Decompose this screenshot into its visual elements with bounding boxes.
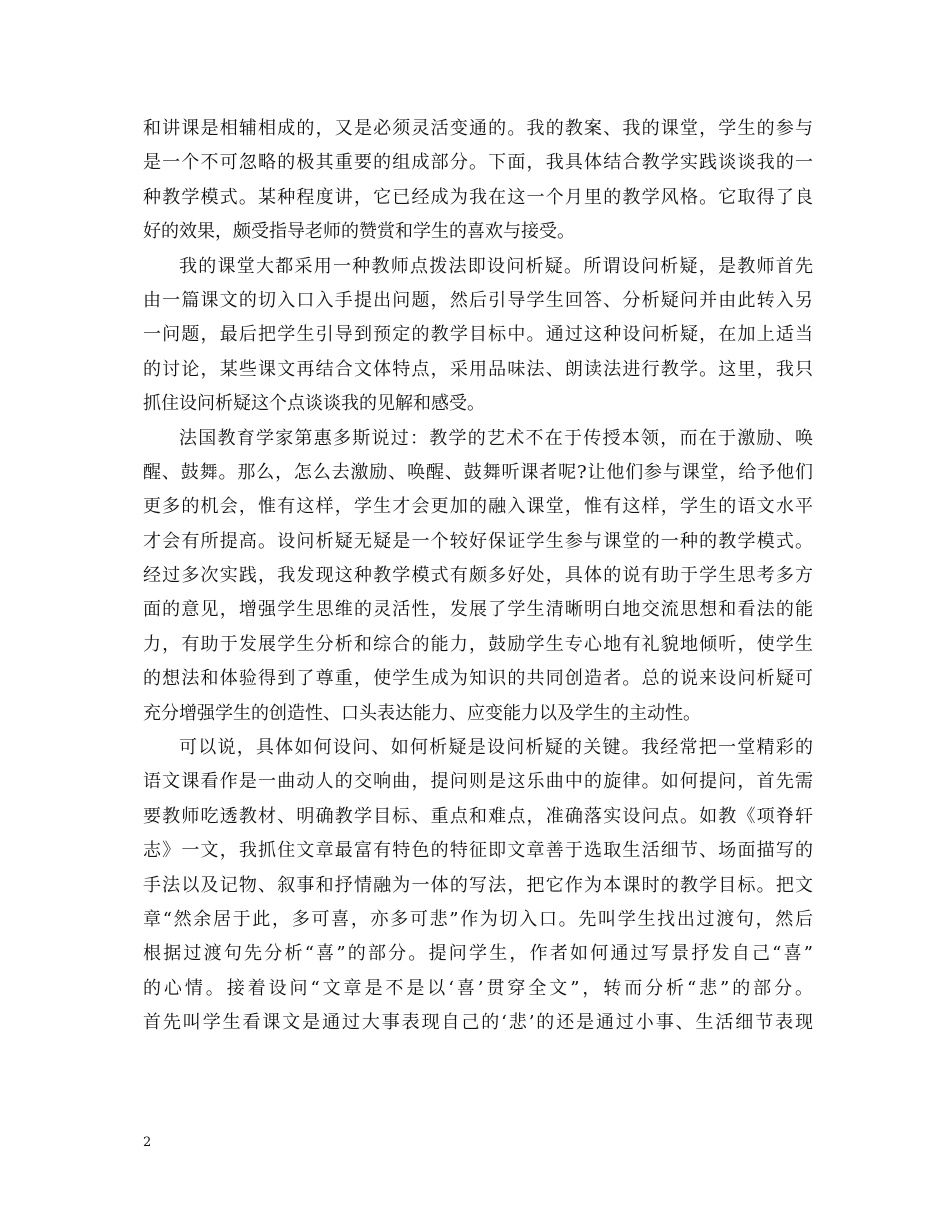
text-line: 充分增强学生的创造性、口头表达能力、应变能力以及学生的主动性。: [143, 702, 701, 724]
text-line: 抓住设问析疑这个点谈谈我的见解和感受。: [143, 393, 485, 415]
text-line: 首先叫学生看课文是通过大事表现自己的‘悲’的还是通过小事、生活细节表现: [143, 1012, 813, 1034]
text-line: 志》一文，我抓住文章最富有特色的特征即文章善于选取生活细节、场面描写的: [143, 840, 813, 862]
text-line: 章“然余居于此，多可喜，亦多可悲”作为切入口。先叫学生找出过渡句，然后: [143, 908, 813, 930]
text-line: 由一篇课文的切入口入手提出问题，然后引导学生回答、分析疑问并由此转入另: [143, 289, 813, 311]
text-line: 语文课看作是一曲动人的交响曲，提问则是这乐曲中的旋律。如何提问，首先需: [143, 771, 813, 793]
text-line: 是一个不可忽略的极其重要的组成部分。下面，我具体结合教学实践谈谈我的一: [143, 152, 813, 174]
text-line: 的心情。接着设问“文章是不是以‘喜’贯穿全文”，转而分析“悲”的部分。: [143, 977, 813, 999]
paragraph-first-line: 可以说，具体如何设问、如何析疑是设问析疑的关键。我经常把一堂精彩的: [179, 737, 813, 759]
text-line: 根据过渡句先分析“喜”的部分。提问学生，作者如何通过写景抒发自己“喜”: [143, 943, 813, 965]
page-number: 2: [143, 1135, 152, 1150]
text-line: 才会有所提高。设问析疑无疑是一个较好保证学生参与课堂的一种的教学模式。: [143, 530, 813, 552]
text-line: 面的意见，增强学生思维的灵活性，发展了学生清晰明白地交流思想和看法的能: [143, 599, 813, 621]
text-line: 要教师吃透教材、明确教学目标、重点和难点，准确落实设问点。如教《项脊轩: [143, 805, 813, 827]
text-line: 力，有助于发展学生分析和综合的能力，鼓励学生专心地有礼貌地倾听，使学生: [143, 633, 813, 655]
paragraph-first-line: 法国教育学家第惠多斯说过：教学的艺术不在于传授本领，而在于激励、唤: [179, 427, 813, 449]
body-text: [143, 112, 813, 1041]
text-line: 的想法和体验得到了尊重，使学生成为知识的共同创造者。总的说来设问析疑可: [143, 668, 813, 690]
text-line: 更多的机会，惟有这样，学生才会更加的融入课堂，惟有这样，学生的语文水平: [143, 496, 813, 518]
paragraph-first-line: 我的课堂大都采用一种教师点拨法即设问析疑。所谓设问析疑，是教师首先: [179, 255, 813, 277]
text-line: 的讨论，某些课文再结合文体特点，采用品味法、朗读法进行教学。这里，我只: [143, 358, 813, 380]
text-line: 好的效果，颇受指导老师的赞赏和学生的喜欢与接受。: [143, 221, 575, 243]
text-line: 经过多次实践，我发现这种教学模式有颇多好处，具体的说有助于学生思考多方: [143, 565, 813, 587]
text-line: 和讲课是相辅相成的，又是必须灵活变通的。我的教案、我的课堂，学生的参与: [143, 118, 813, 139]
text-line: 醒、鼓舞。那么，怎么去激励、唤醒、鼓舞听课者呢?让他们参与课堂，给予他们: [143, 461, 813, 483]
text-line: 手法以及记物、叙事和抒情融为一体的写法，把它作为本课时的教学目标。把文: [143, 874, 813, 896]
text-line: 种教学模式。某种程度讲，它已经成为我在这一个月里的教学风格。它取得了良: [143, 186, 813, 208]
text-line: 一问题，最后把学生引导到预定的教学目标中。通过这种设问析疑，在加上适当: [143, 324, 813, 346]
